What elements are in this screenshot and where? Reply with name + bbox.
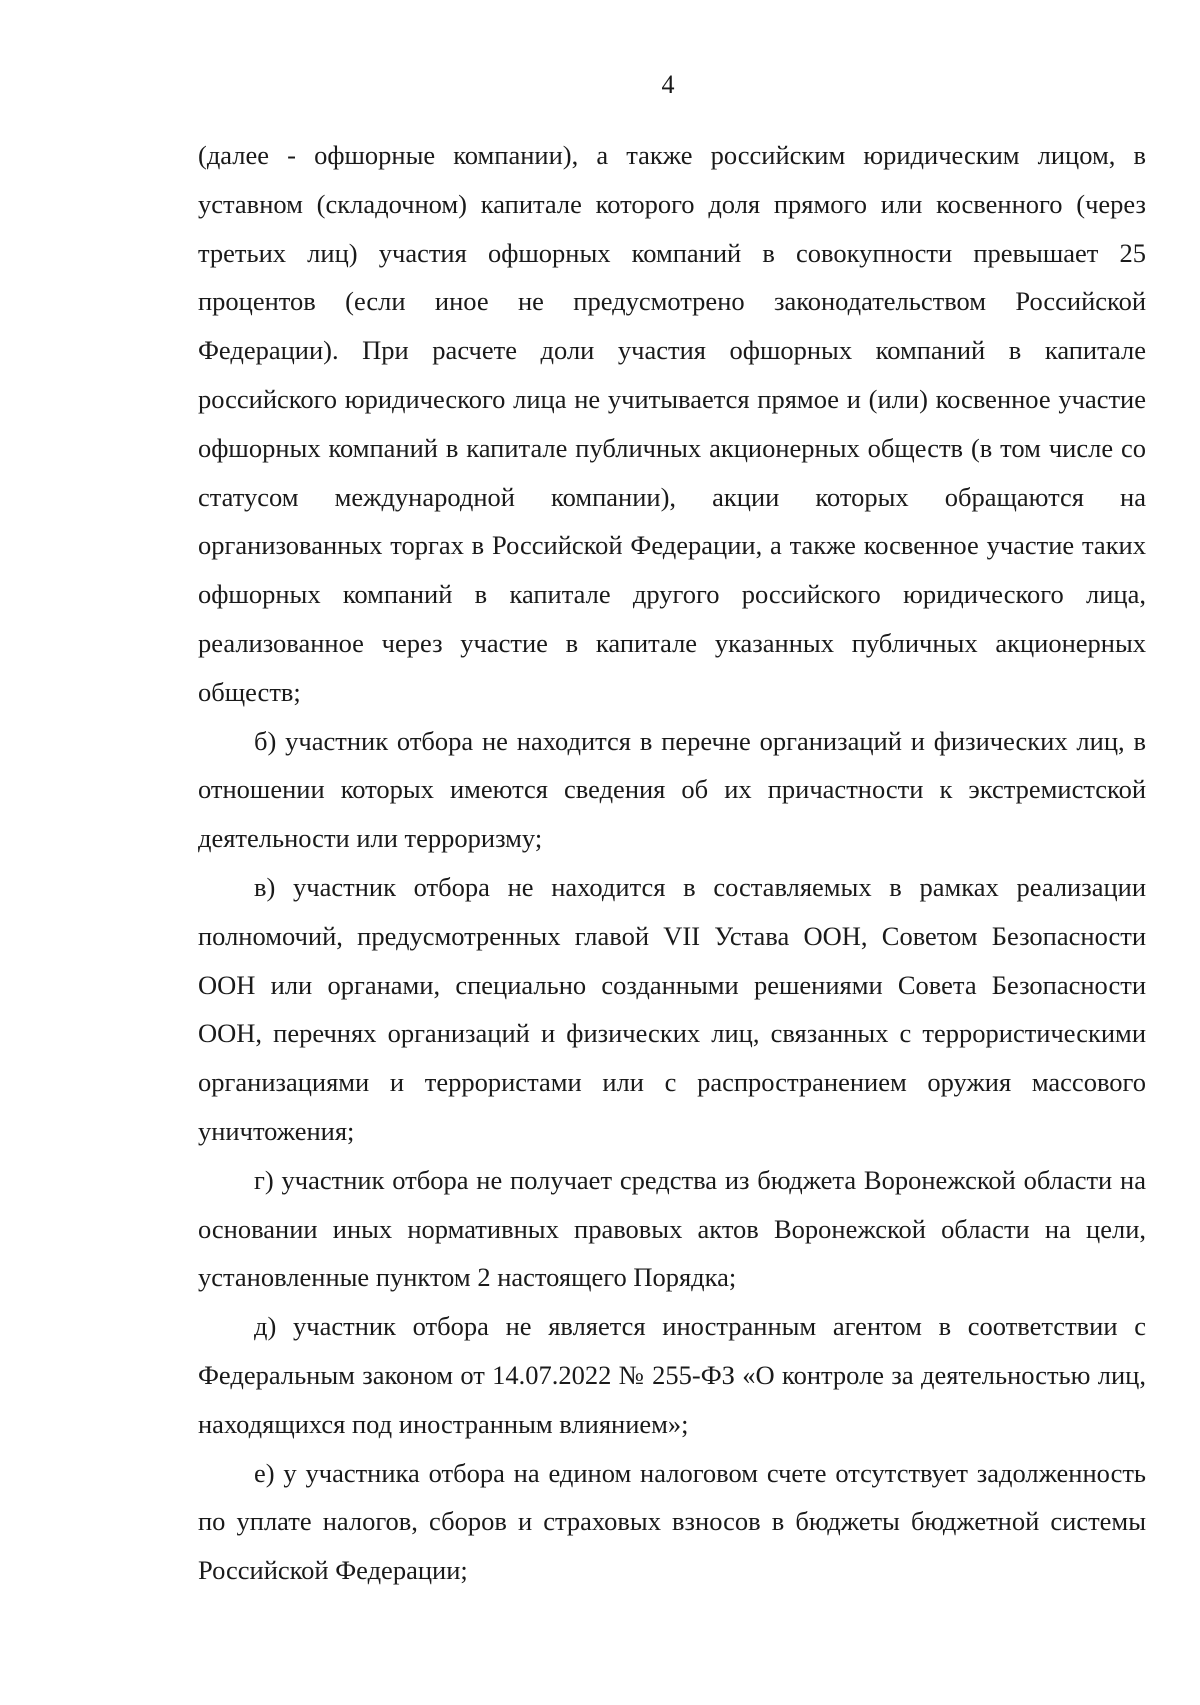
paragraph-item-e: е) у участника отбора на едином налоговом счете отсутствует задолженность по уплате налогов, сборов и страховых взносов в бюджеты бюджетной системы Российской Федерации; [198,1457,1146,1586]
paragraph-item-g: г) участник отбора не получает средства из бюджета Воронежской области на основании иных нормативных правовых актов Воронежской области на цели, установленные пунктом 2 настоящего Порядка; [198,1164,1146,1293]
document-body [198,131,1146,1595]
paragraph-item-v: в) участник отбора не находится в составляемых в рамках реализации полномочий, предусмотренных главой VII Устава ООН, Советом Безопасности ООН или органами, специально созданными решениями Совета Безопасности ООН, перечнях организаций и физических лиц, связанных с террористическими организациями и террористами или с распространением оружия массового уничтожения; [198,871,1146,1146]
paragraph-continuation: (далее - офшорные компании), а также российским юридическим лицом, в уставном (складочном) капитале которого доля прямого или косвенного (через третьих лиц) участия офшорных компаний в совокупности превышает 25 процентов (если иное не предусмотрено законодательством Российской Федерации). При расчете доли участия офшорных компаний в капитале российского юридического лица не учитывается прямое и (или) косвенное участие офшорных компаний в капитале публичных акционерных обществ (в том числе со статусом международной компании), акции которых обращаются на организованных торгах в Российской Федерации, а также косвенное участие таких офшорных компаний в капитале другого российского юридического лица, реализованное через участие в капитале указанных публичных акционерных обществ; [198,140,1146,707]
paragraph-item-d: д) участник отбора не является иностранным агентом в соответствии с Федеральным законом от 14.07.2022 № 255-ФЗ «О контроле за деятельностью лиц, находящихся под иностранным влиянием»; [198,1311,1146,1439]
paragraph-item-b: б) участник отбора не находится в перечне организаций и физических лиц, в отношении которых имеются сведения об их причастности к экстремистской деятельности или терроризму; [198,725,1146,854]
page-number: 4 [661,70,675,99]
